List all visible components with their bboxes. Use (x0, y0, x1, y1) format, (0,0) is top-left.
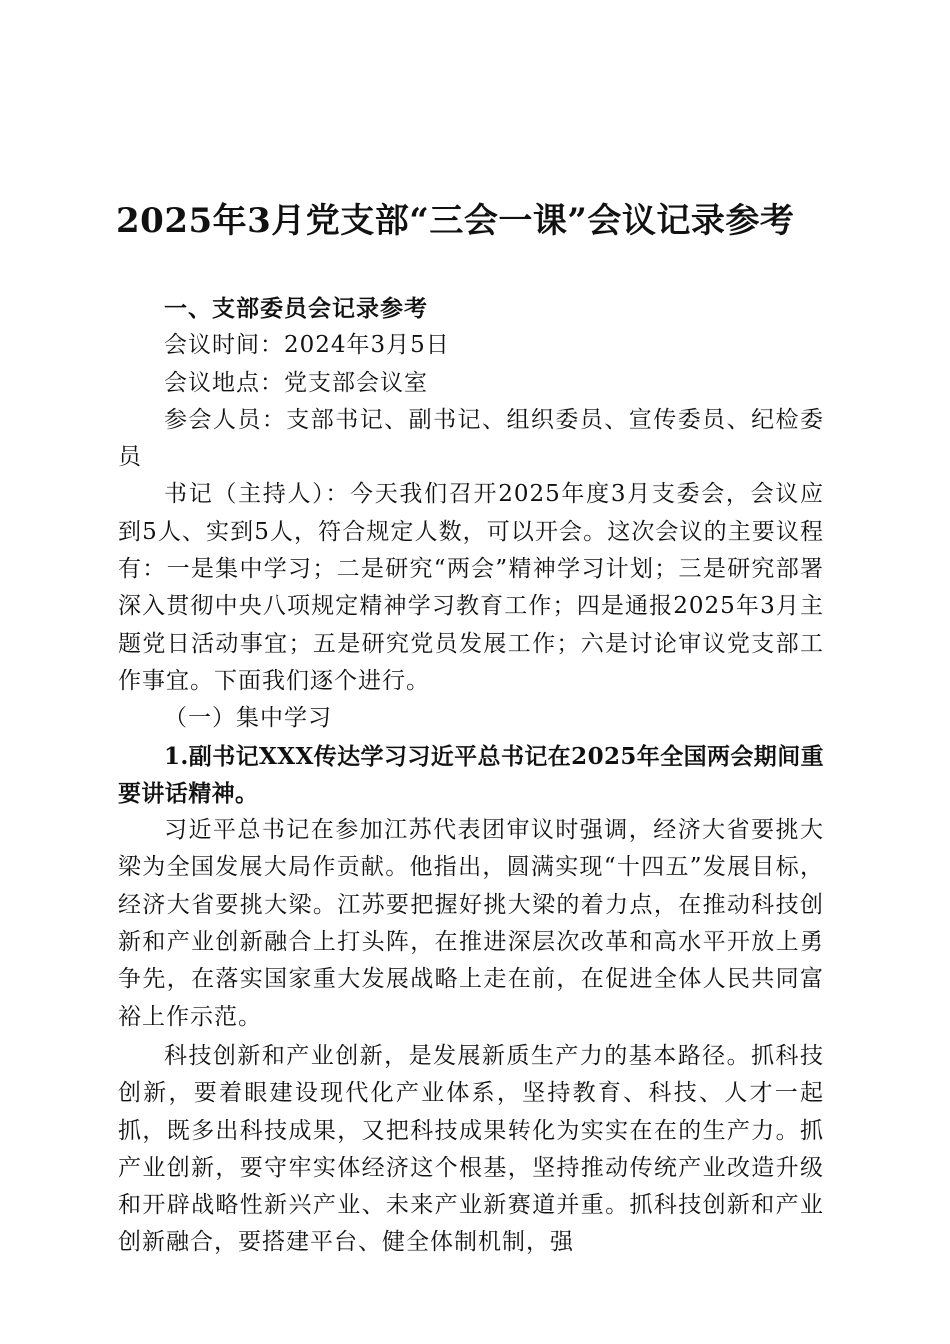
section-heading-branch-committee: 一、支部委员会记录参考 (164, 295, 428, 322)
meeting-time: 会议时间：2024年3月5日 (164, 332, 450, 359)
meeting-attendees: 参会人员：支部书记、副书记、组织委员、宣传委员、纪检委员 (118, 406, 824, 471)
body-paragraph-2: 科技创新和产业创新，是发展新质生产力的基本路径。抓科技创新，要着眼建设现代化产业体系，坚持教育、科技、人才一起抓，既多出科技成果，又把科技成果转化为实实在在的生产力。抓产业创新，要守牢实体经济这个根基，坚持推动传统产业改造升级和开辟战略性新兴产业、未来产业新赛道并重。抓科技创新和产业创新融合，要搭建平台、健全体制机制，强 (118, 1042, 824, 1256)
study-item-1: 1.副书记XXX传达学习习近平总书记在2025年全国两会期间重要讲话精神。 (118, 742, 824, 807)
document-body (118, 290, 824, 1262)
meeting-place: 会议地点：党支部会议室 (164, 369, 428, 396)
subsection-heading-study: （一）集中学习 (164, 705, 332, 732)
host-opening-speech: 书记（主持人）：今天我们召开2025年度3月支委会，会议应到5人、实到5人，符合规定人数，可以开会。这次会议的主要议程有：一是集中学习；二是研究“两会”精神学习计划；三是研究部署深入贯彻中央八项规定精神学习教育工作；四是通报2025年3月主题党日活动事宜；五是研究党员发展工作；六是讨论审议党支部工作事宜。下面我们逐个进行。 (118, 481, 824, 694)
document-title: 2025年3月党支部“三会一课”会议记录参考 (116, 201, 795, 241)
body-paragraph-1: 习近平总书记在参加江苏代表团审议时强调，经济大省要挑大梁为全国发展大局作贡献。他指出，圆满实现“十四五”发展目标，经济大省要挑大梁。江苏要把握好挑大梁的着力点，在推动科技创新和产业创新融合上打头阵，在推进深层次改革和高水平开放上勇争先，在落实国家重大发展战略上走在前，在促进全体人民共同富裕上作示范。 (118, 817, 824, 1030)
